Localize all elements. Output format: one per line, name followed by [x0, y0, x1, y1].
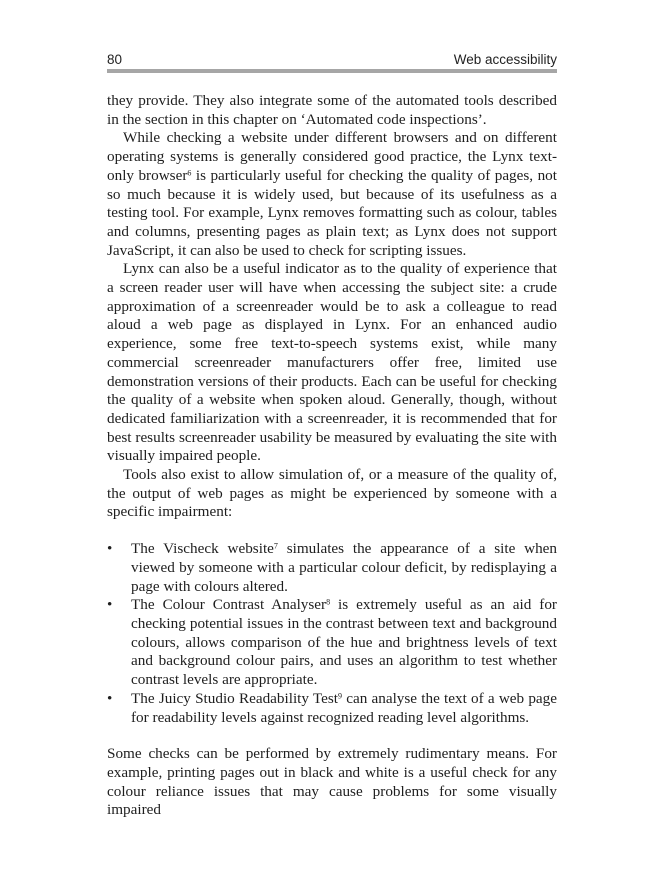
- bullet-icon: •: [107, 540, 113, 558]
- list-item: [107, 690, 557, 727]
- page-number: 80: [107, 52, 123, 67]
- list-item: [107, 596, 557, 690]
- list-item-text: is extremely useful as an aid for checking potential issues in the contrast between text and background colours, allows comparison of the hue and brightness levels of text and background colour pairs, and uses an algorithm to test whether contrast levels are appropriate.: [131, 596, 557, 689]
- paragraph: [107, 745, 557, 820]
- footnote-marker: 9: [338, 691, 343, 701]
- paragraph-text: While checking a website under different browsers and on different operating systems is generally considered good practice, the Lynx text-only browser: [107, 129, 557, 184]
- paragraph: [107, 92, 557, 129]
- paragraph-text: Tools also exist to allow simulation of, or a measure of the quality of, the output of web pages as might be experienced by someone with a specific impairment:: [107, 466, 557, 521]
- paragraph-text: Some checks can be performed by extremely rudimentary means. For example, printing pages out in black and white is a useful check for any colour reliance issues that may cause problems for some visually impaired: [107, 745, 557, 819]
- body-text: [107, 92, 557, 820]
- paragraph-text: they provide. They also integrate some of the automated tools described in the section in this chapter on ‘Automated code inspections’.: [107, 92, 557, 128]
- bullet-icon: •: [107, 689, 113, 707]
- bullet-list: [107, 540, 557, 727]
- bullet-icon: •: [107, 596, 113, 614]
- paragraph: [107, 260, 557, 466]
- footnote-marker: 8: [326, 597, 331, 607]
- paragraph: [107, 466, 557, 522]
- paragraph: [107, 129, 557, 260]
- list-item-text: The Juicy Studio Readability Test: [131, 689, 339, 707]
- paragraph-text: Lynx can also be a useful indicator as to the quality of experience that a screen reader user will have when accessing the subject site: a crude approximation of a screenreader would be to ask a colleague to read aloud a web page as displayed in Lynx. For an enhanced audio experience, some free text-to-speech systems exist, while many commercial screenreader manufacturers offer free, limited use demonstration versions of their products. Each can be useful for checking the quality of a website when spoken aloud. Generally, though, without dedicated familiarization with a screenreader, it is recommended that for best results screenreader usability be measured by evaluating the site with visually impaired people.: [107, 260, 557, 465]
- running-head: Web accessibility: [453, 52, 557, 67]
- header-rule: [107, 69, 557, 73]
- list-item-text: simulates the appearance of a site when viewed by someone with a particular colour deficit, by redisplaying a page with colours altered.: [131, 540, 557, 595]
- list-item-text: The Vischeck website: [131, 540, 274, 558]
- list-item-text: The Colour Contrast Analyser: [131, 596, 327, 614]
- paragraph-text: is particularly useful for checking the quality of pages, not so much because it is widely used, but because of its usefulness as a testing tool. For example, Lynx removes formatting such as colour, tables and columns, presenting pages as plain text; as Lynx does not support JavaScript, it can also be used to check for scripting issues.: [107, 166, 557, 259]
- list-item: [107, 540, 557, 596]
- list-item-text: can analyse the text of a web page for readability levels against recognized reading level algorithms.: [131, 689, 558, 726]
- footnote-marker: 7: [273, 541, 278, 551]
- footnote-marker: 6: [187, 168, 192, 178]
